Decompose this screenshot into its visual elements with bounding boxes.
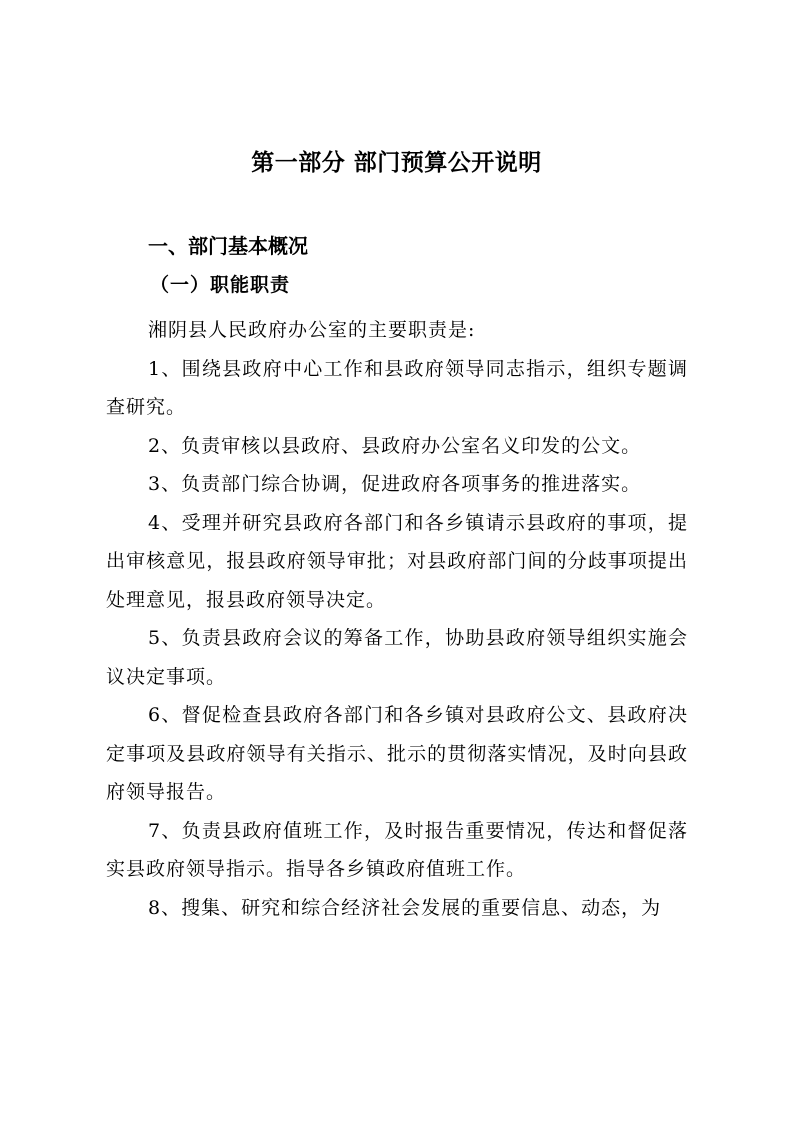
body-text xyxy=(106,311,688,927)
paragraph-duty-4: 4、受理并研究县政府各部门和各乡镇请示县政府的事项，提出审核意见，报县政府领导审批；对县政府部门间的分歧事项提出处理意见，报县政府领导决定。 xyxy=(106,511,688,611)
paragraph-duty-8: 8、搜集、研究和综合经济社会发展的重要信息、动态，为 xyxy=(148,896,662,919)
paragraph-duty-3: 3、负责部门综合协调，促进政府各项事务的推进落实。 xyxy=(148,473,642,495)
subsection-heading: （一）职能职责 xyxy=(150,274,291,296)
paragraph-duty-6: 6、督促检查县政府各部门和各乡镇对县政府公文、县政府决定事项及县政府领导有关指示、批示的贯彻落实情况，及时向县政府领导报告。 xyxy=(106,704,688,803)
paragraph-duty-2: 2、负责审核以县政府、县政府办公室名义印发的公文。 xyxy=(148,434,642,457)
page-title: 第一部分 部门预算公开说明 xyxy=(251,150,542,176)
paragraph-duty-1: 1、围绕县政府中心工作和县政府领导同志指示，组织专题调查研究。 xyxy=(106,357,688,418)
paragraph-duty-5: 5、负责县政府会议的筹备工作，协助县政府领导组织实施会议决定事项。 xyxy=(106,627,688,688)
paragraph-duty-7: 7、负责县政府值班工作，及时报告重要情况，传达和督促落实县政府领导指示。指导各乡镇政府值班工作。 xyxy=(106,819,688,880)
section-heading: 一、部门基本概况 xyxy=(148,234,308,258)
paragraph-intro: 湘阴县人民政府办公室的主要职责是: xyxy=(148,319,476,341)
